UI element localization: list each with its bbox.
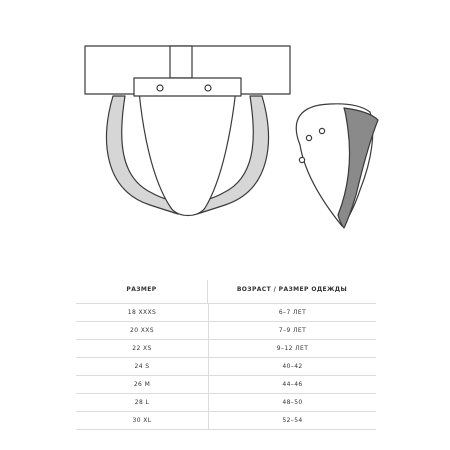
size-cell: 28 L [76,394,209,411]
table-row [76,340,376,358]
size-cell: 26 M [76,376,209,393]
size-table [76,280,376,430]
age-cell: 9–12 ЛЕТ [276,344,309,352]
table-row [76,376,376,394]
jockstrap-illustration [85,46,290,216]
header-size: РАЗМЕР [76,280,208,303]
age-cell: 40–42 [282,362,303,370]
size-cell: 20 XXS [76,322,209,339]
table-row [76,412,376,430]
table-header-row [76,280,376,304]
table-row [76,394,376,412]
size-cell: 30 XL [76,412,209,429]
age-cell: 44–46 [282,380,303,388]
size-cell: 22 XS [76,340,209,357]
size-cell: 24 S [76,358,209,375]
protective-cup-illustration [296,104,378,228]
age-cell: 6–7 ЛЕТ [278,308,307,316]
header-age-clothing-size: ВОЗРАСТ / РАЗМЕР ОДЕЖДЫ [236,286,348,293]
table-row [76,358,376,376]
size-cell: 18 XXXS [76,304,209,321]
age-cell: 52–54 [282,416,303,424]
table-row [76,304,376,322]
age-cell: 7–9 ЛЕТ [278,326,307,334]
table-row [76,322,376,340]
age-cell: 48–50 [282,398,303,406]
